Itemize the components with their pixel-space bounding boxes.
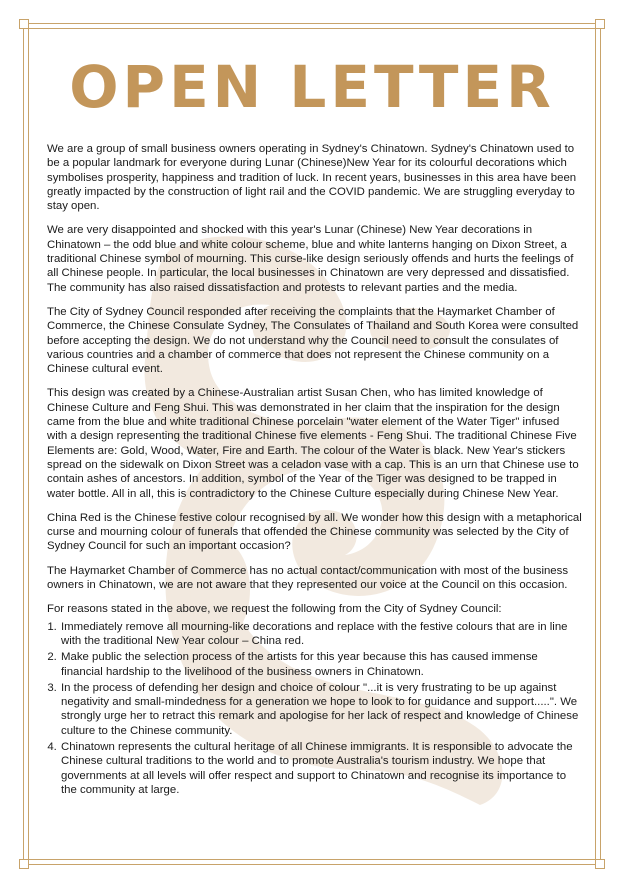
corner-ornament xyxy=(595,859,605,869)
paragraph: We are very disappointed and shocked with this year's Lunar (Chinese) New Year decorations in Chinatown – the odd blue and white colour scheme, blue and white lanterns hanging on Dixon Street, a traditional Chinese symbol of mourning. This curse-like design seriously offends and hurts the feelings of all Chinese people. In particular, the local businesses in Chinatown are very depressed and dissatisfied. The community has also raised dissatisfaction and protests to relevant parties and the media. xyxy=(47,224,574,294)
list-item: 2. Make public the selection process of the artists for this year because this has caused immense financial hardship to the livelihood of the business owners in Chinatown. xyxy=(60,650,582,679)
request-list xyxy=(47,620,582,798)
paragraph: The Haymarket Chamber of Commerce has no actual contact/communication with most of the business owners in Chinatown, we are not aware that they represented our voice at the Council on this occasion. xyxy=(47,564,569,592)
corner-ornament xyxy=(19,19,29,29)
corner-ornament xyxy=(19,859,29,869)
paragraph: The City of Sydney Council responded after receiving the complaints that the Haymarket Chamber of Commerce, the Chinese Consulate Sydney, The Consulates of Thailand and South Korea were consulted before accepting the design. We do not understand why the Council need to consult the consulates of various countries and a chamber of commerce that does not represent the Chinese community on a Chinese cultural event. xyxy=(47,305,579,376)
paragraph: We are a group of small business owners operating in Sydney's Chinatown. Sydney's Chinatown used to be a popular landmark for everyone during Lunar (Chinese)New Year for its colourful decorations which symbolises prosperity, happiness and tradition of luck. In recent years, businesses in this area have been greatly impacted by the construction of light rail and the COVID pandemic. We are struggling everyday to stay open. xyxy=(47,143,577,213)
paragraph: For reasons stated in the above, we request the following from the City of Sydney Council: xyxy=(47,603,502,616)
letter-body xyxy=(47,142,582,799)
list-item: 1. Immediately remove all mourning-like decorations and replace with the festive colours that are in line with the traditional New Year colour – China red. xyxy=(60,620,582,649)
paragraph: This design was created by a Chinese-Australian artist Susan Chen, who has limited knowledge of Chinese Culture and Feng Shui. This was demonstrated in her claim that the inspiration for the design came from the blue and white traditional Chinese porcelain "water element of the Water Tiger" infused with a design representing the traditional Chinese five elements - Feng Shui. The traditional Chinese Five Elements are: Gold, Wood, Water, Fire and Earth. The colour of the Water is black. New Year's stickers spread on the sidewalk on Dixon Street was a celadon vase with a cap. This is an urn that Chinese use to contain ashes of ancestors. In addition, symbol of the Year of the Tiger was designed to be trapped in water bottle. All in all, this is contradictory to the Chinese Culture especially during Chinese New Year. xyxy=(47,387,579,500)
page-title: OPEN LETTER xyxy=(69,53,555,121)
list-item: 3. In the process of defending her design and choice of colour "...it is very frustrating to be up against negativity and small-mindedness for a generation we hope to look to for guidance and support.....". We strongly urge her to retract this remark and apologise for her lack of respect and knowledge of Chinese culture to the Chinese community. xyxy=(60,681,582,738)
corner-ornament xyxy=(595,19,605,29)
paragraph: China Red is the Chinese festive colour recognised by all. We wonder how this design with a metaphorical curse and mourning colour of funerals that offended the Chinese community was selected by the City of Sydney Council for such an important occasion? xyxy=(47,511,582,553)
list-item: 4. Chinatown represents the cultural heritage of all Chinese immigrants. It is responsible to advocate the Chinese cultural traditions to the world and to promote Australia's tourism industry. We hope that governments at all levels will offer respect and support to Chinatown and recognise its importance to the community at large. xyxy=(60,740,582,797)
